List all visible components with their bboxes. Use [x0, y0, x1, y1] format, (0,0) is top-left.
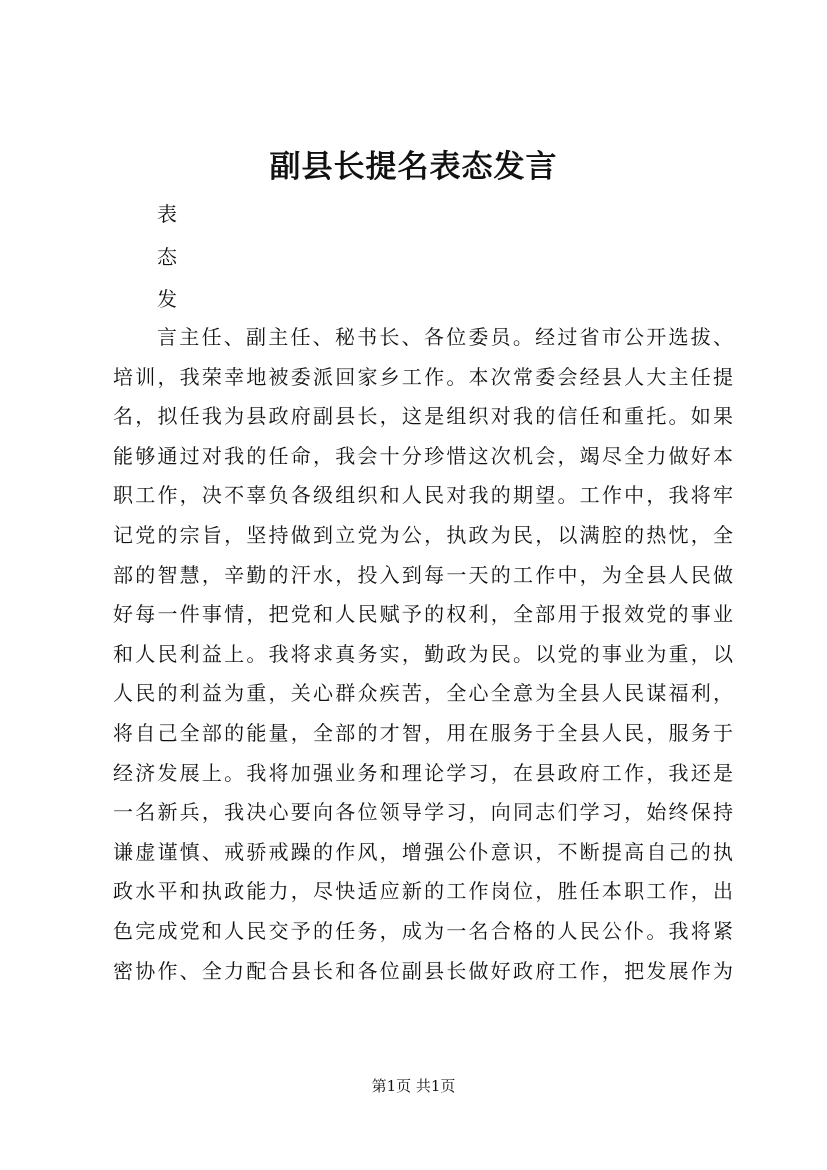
heading-char-2: 态	[157, 245, 177, 269]
body-line: 部的智慧，辛勤的汗水，投入到每一天的工作中，为全县人民做	[113, 562, 733, 587]
document-title: 副县长提名表态发言	[269, 149, 558, 185]
body-line: 人民的利益为重，关心群众疾苦，全心全意为全县人民谋福利，	[113, 681, 733, 706]
page-footer: 第1页 共1页	[371, 1077, 456, 1095]
body-text	[113, 318, 733, 991]
body-line: 好每一件事情，把党和人民赋予的权利，全部用于报效党的事业	[113, 602, 733, 627]
body-line: 经济发展上。我将加强业务和理论学习，在县政府工作，我还是	[113, 760, 733, 785]
body-line: 能够通过对我的任命，我会十分珍惜这次机会，竭尽全力做好本	[113, 443, 733, 468]
body-line: 谦虚谨慎、戒骄戒躁的作风，增强公仆意识，不断提高自己的执	[113, 839, 733, 864]
body-line: 名，拟任我为县政府副县长，这是组织对我的信任和重托。如果	[113, 404, 733, 429]
heading-char-1: 表	[157, 202, 177, 226]
body-line: 政水平和执政能力，尽快适应新的工作岗位，胜任本职工作，出	[113, 879, 733, 904]
body-line: 将自己全部的能量，全部的才智，用在服务于全县人民，服务于	[113, 720, 733, 745]
body-line: 记党的宗旨，坚持做到立党为公，执政为民，以满腔的热忱，全	[113, 522, 733, 547]
body-line: 色完成党和人民交予的任务，成为一名合格的人民公仆。我将紧	[113, 918, 733, 943]
body-line: 职工作，决不辜负各级组织和人民对我的期望。工作中，我将牢	[113, 483, 733, 508]
body-line: 培训，我荣幸地被委派回家乡工作。本次常委会经县人大主任提	[113, 364, 733, 389]
body-line: 言主任、副主任、秘书长、各位委员。经过省市公开选拔、	[157, 325, 733, 349]
body-line: 和人民利益上。我将求真务实，勤政为民。以党的事业为重，以	[113, 641, 733, 666]
heading-char-3: 发	[157, 287, 177, 311]
body-line: 一名新兵，我决心要向各位领导学习，向同志们学习，始终保持	[113, 800, 733, 825]
body-line: 密协作、全力配合县长和各位副县长做好政府工作，把发展作为	[113, 958, 733, 983]
